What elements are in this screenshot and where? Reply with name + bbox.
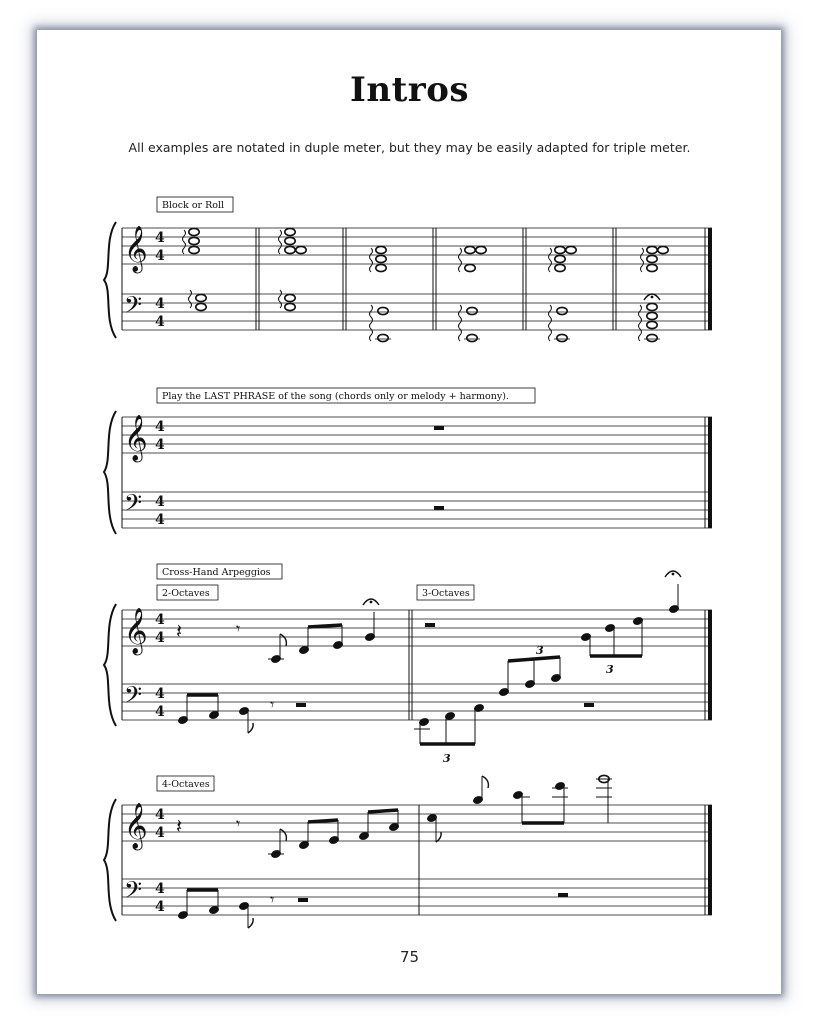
- whole-note: [285, 237, 295, 244]
- system-label: Block or Roll: [162, 200, 225, 211]
- whole-note: [189, 228, 199, 235]
- whole-rest: [434, 506, 444, 510]
- system-last-phrase: [104, 388, 712, 534]
- time-sig-top: 4: [155, 494, 165, 510]
- sublabel-4-octaves: 4-Octaves: [162, 779, 210, 790]
- time-sig-bottom: 4: [155, 512, 165, 528]
- quarter-rest: 𝄽: [176, 619, 183, 643]
- whole-note: [647, 312, 657, 319]
- whole-note: [196, 303, 206, 310]
- bass-clef-icon: 𝄢: [124, 489, 143, 522]
- triplet-mark: 3: [443, 752, 451, 765]
- quarter-rest: 𝄽: [176, 814, 183, 838]
- whole-note: [557, 307, 567, 314]
- whole-note: [566, 246, 576, 253]
- whole-note: [555, 255, 565, 262]
- time-sig-top: 4: [155, 807, 165, 823]
- whole-note: [285, 246, 295, 253]
- treble-chords: [189, 228, 668, 271]
- treble-clef-icon: 𝄞: [124, 415, 148, 461]
- time-sig-top: 4: [155, 881, 165, 897]
- brace: [104, 799, 116, 921]
- whole-note: [647, 255, 657, 262]
- system-label: Play the LAST PHRASE of the song (chords only or melody + harmony).: [162, 391, 509, 402]
- half-rest: [298, 898, 308, 902]
- whole-note: [467, 307, 477, 314]
- system-block-or-roll: [104, 197, 712, 342]
- time-sig-top: 4: [155, 686, 165, 702]
- brace: [104, 222, 116, 338]
- whole-note: [555, 246, 565, 253]
- bass-clef-icon: 𝄢: [124, 876, 143, 909]
- treble-staff: [122, 610, 712, 646]
- time-sig-bottom: 4: [155, 437, 165, 453]
- whole-note: [376, 255, 386, 262]
- system-label: Cross-Hand Arpeggios: [162, 567, 271, 578]
- whole-rest: [434, 426, 444, 430]
- treble-staff: [122, 228, 712, 264]
- treble-staff: [122, 805, 712, 841]
- whole-note: [285, 303, 295, 310]
- page-subtitle: All examples are notated in duple meter, but they may be easily adapted for triple meter.: [128, 140, 691, 155]
- time-sig-bottom: 4: [155, 899, 165, 915]
- time-sig-bottom: 4: [155, 248, 165, 264]
- whole-note: [196, 294, 206, 301]
- half-rest: [584, 703, 594, 707]
- final-barline: [708, 417, 712, 528]
- bass-chords: [196, 294, 657, 341]
- time-sig-bottom: 4: [155, 825, 165, 841]
- whole-note: [285, 294, 295, 301]
- whole-note: [465, 246, 475, 253]
- system-cross-hand-arpeggios: [104, 564, 712, 765]
- half-rest: [296, 703, 306, 707]
- page-number: 75: [399, 948, 420, 966]
- treble-clef-icon: 𝄞: [124, 803, 148, 849]
- bass-staff: [122, 294, 712, 330]
- triplet-mark: 3: [606, 663, 614, 676]
- triplet-mark: 3: [536, 644, 544, 657]
- whole-note: [647, 334, 657, 341]
- final-barline: [708, 610, 712, 720]
- whole-note: [296, 246, 306, 253]
- whole-note: [376, 246, 386, 253]
- whole-rest: [558, 893, 568, 897]
- treble-staff: [122, 417, 712, 453]
- treble-clef-icon: 𝄞: [124, 226, 148, 272]
- whole-note: [189, 246, 199, 253]
- final-barline: [708, 228, 712, 330]
- whole-note: [376, 264, 386, 271]
- bass-clef-icon: 𝄢: [124, 681, 143, 714]
- time-sig-top: 4: [155, 612, 165, 628]
- page-title: Intros: [349, 70, 470, 110]
- whole-note: [557, 334, 567, 341]
- time-sig-bottom: 4: [155, 630, 165, 646]
- bass-clef-icon: 𝄢: [124, 291, 143, 324]
- whole-note: [189, 237, 199, 244]
- time-sig-top: 4: [155, 419, 165, 435]
- treble-clef-icon: 𝄞: [124, 608, 148, 654]
- time-sig-bottom: 4: [155, 704, 165, 720]
- whole-note: [658, 246, 668, 253]
- eighth-rest: 𝄾: [236, 619, 241, 638]
- whole-note: [476, 246, 486, 253]
- whole-note: [378, 307, 388, 314]
- whole-note: [378, 334, 388, 341]
- whole-note: [647, 321, 657, 328]
- whole-note: [467, 334, 477, 341]
- eighth-rest: 𝄾: [270, 890, 275, 909]
- whole-note: [555, 264, 565, 271]
- eighth-rest: 𝄾: [236, 814, 241, 833]
- whole-note: [647, 246, 657, 253]
- whole-note: [647, 303, 657, 310]
- sublabel-2-octaves: 2-Octaves: [162, 588, 210, 599]
- whole-note: [647, 264, 657, 271]
- time-sig-top: 4: [155, 230, 165, 246]
- system-4-octaves: [104, 775, 712, 928]
- eighth-rest: 𝄾: [270, 695, 275, 714]
- sublabel-3-octaves: 3-Octaves: [422, 588, 470, 599]
- time-sig-bottom: 4: [155, 314, 165, 330]
- brace: [104, 604, 116, 726]
- time-sig-top: 4: [155, 296, 165, 312]
- bass-staff: [122, 492, 712, 528]
- brace: [104, 411, 116, 534]
- whole-rest: [425, 623, 435, 627]
- whole-note: [465, 264, 475, 271]
- final-barline: [708, 805, 712, 915]
- whole-note: [285, 228, 295, 235]
